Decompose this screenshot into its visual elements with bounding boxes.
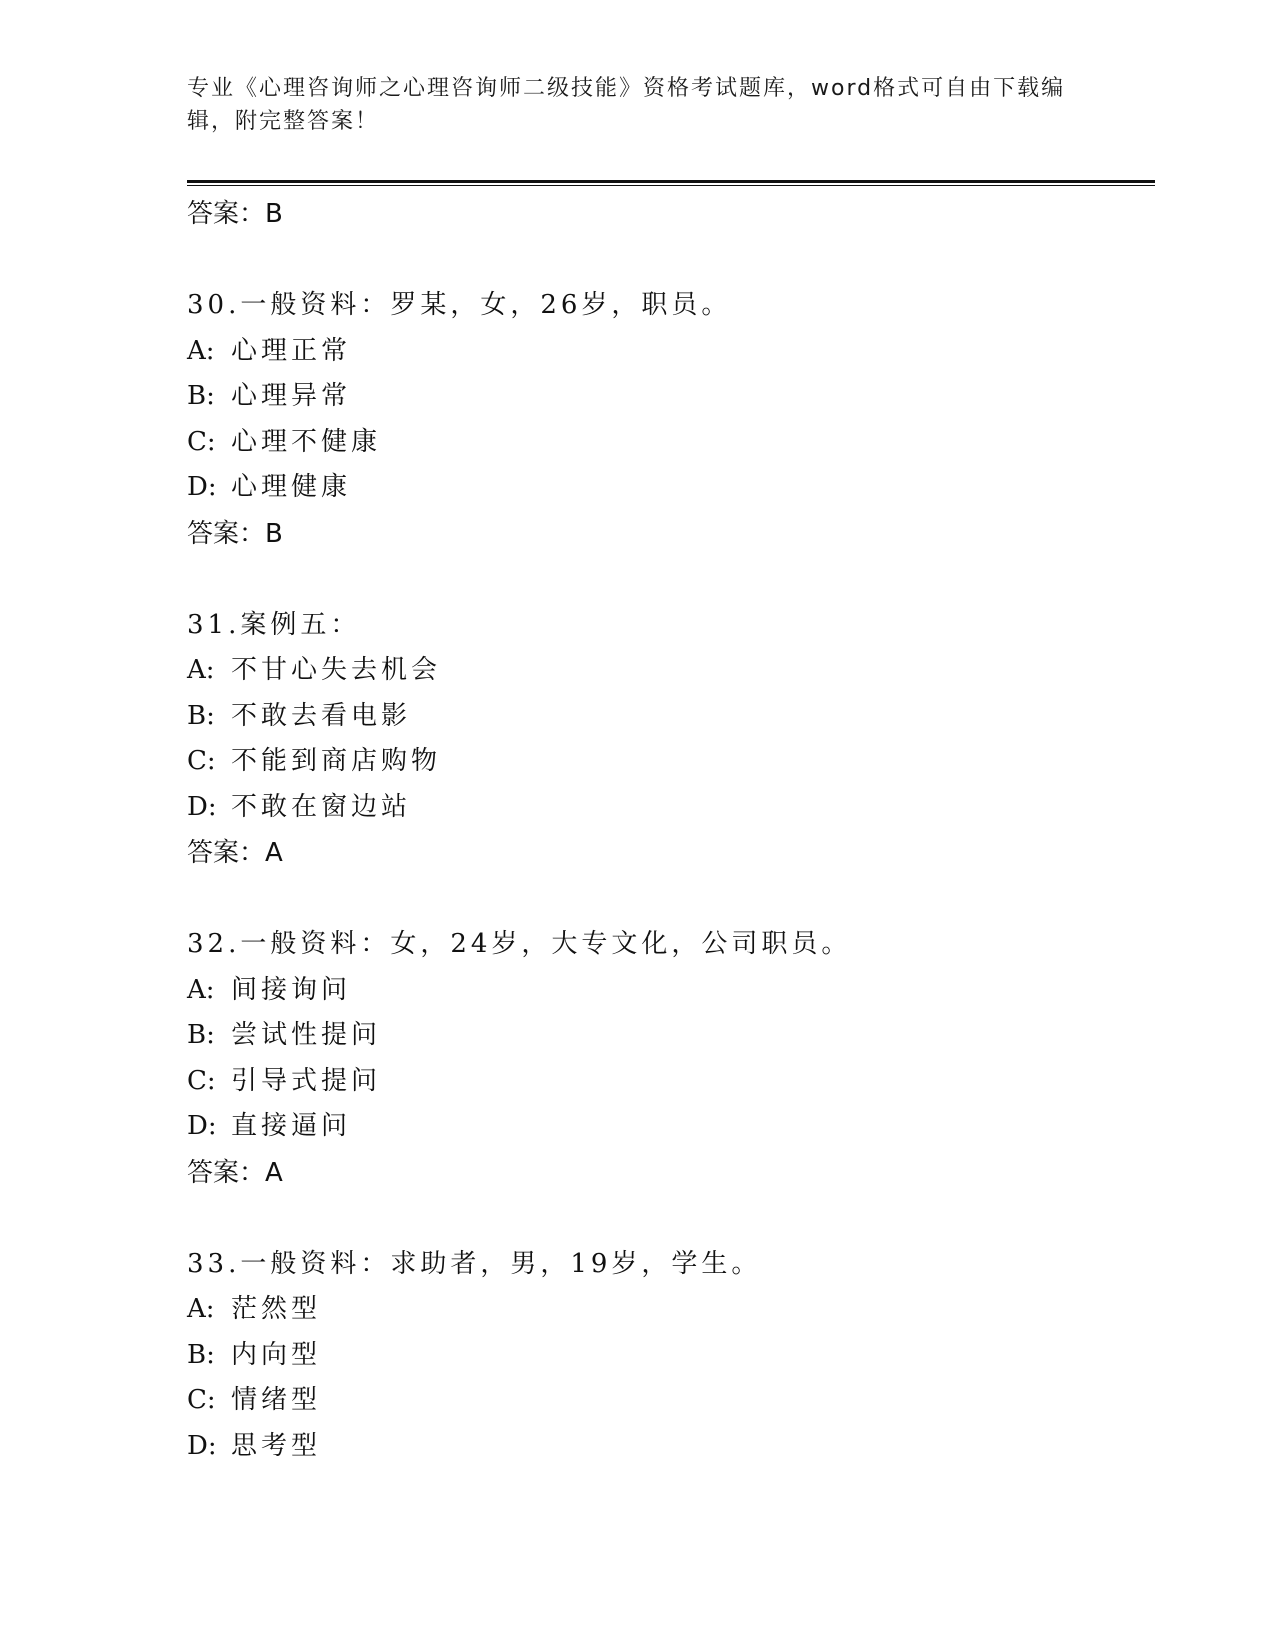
- question-stem: 32.一般资料：女，24岁，大专文化，公司职员。: [187, 929, 852, 959]
- option-letter: D:: [187, 472, 217, 502]
- option-c: [187, 420, 1147, 466]
- option-d: [187, 1104, 1147, 1150]
- option-letter: A:: [187, 655, 215, 685]
- option-letter: D:: [187, 1111, 217, 1141]
- option-a: [187, 648, 1147, 694]
- option-letter: C:: [187, 1385, 216, 1415]
- option-c: [187, 1059, 1147, 1105]
- option-text: 内向型: [231, 1339, 322, 1370]
- option-b: [187, 694, 1147, 740]
- option-d: [187, 465, 1147, 511]
- option-text: 不能到商店购物: [231, 746, 442, 776]
- question-30: [187, 283, 1147, 603]
- option-letter: A:: [187, 335, 215, 366]
- answer-line: 答案：A: [187, 1157, 283, 1188]
- spacer: [187, 557, 1147, 603]
- option-letter: A:: [187, 974, 215, 1005]
- option-letter: C:: [187, 746, 216, 776]
- document-header: 专业《心理咨询师之心理咨询师二级技能》资格考试题库，word格式可自由下载编辑，附完整答案！: [187, 76, 1066, 134]
- option-text: 心理不健康: [231, 426, 382, 457]
- option-a: [187, 1287, 1147, 1333]
- option-text: 引导式提问: [231, 1065, 382, 1096]
- option-text: 不敢在窗边站: [231, 791, 412, 822]
- option-a: [187, 329, 1147, 375]
- option-letter: A:: [187, 1294, 215, 1324]
- option-text: 不甘心失去机会: [231, 655, 442, 685]
- option-letter: D:: [187, 1430, 217, 1461]
- header-rule-thick: [187, 180, 1155, 183]
- spacer: [187, 1196, 1147, 1242]
- option-text: 尝试性提问: [231, 1020, 382, 1050]
- option-d: [187, 785, 1147, 831]
- option-a: [187, 968, 1147, 1014]
- answer-line: 答案：B: [187, 518, 283, 549]
- option-letter: C:: [187, 426, 216, 457]
- option-text: 心理正常: [231, 335, 352, 366]
- option-d: [187, 1424, 1147, 1470]
- option-letter: B:: [187, 1020, 215, 1050]
- option-text: 心理异常: [231, 381, 352, 411]
- option-b: [187, 1333, 1147, 1379]
- question-33: [187, 1242, 1147, 1470]
- question-stem: 30.一般资料：罗某，女，26岁，职员。: [187, 290, 732, 320]
- option-c: [187, 1378, 1147, 1424]
- spacer: [187, 876, 1147, 922]
- question-stem: 33.一般资料：求助者，男，19岁，学生。: [187, 1248, 762, 1279]
- option-text: 茫然型: [231, 1294, 322, 1324]
- question-32: [187, 922, 1147, 1242]
- header-rule-thin: [187, 185, 1155, 186]
- answer-line: 答案：A: [187, 838, 283, 868]
- question-list: [187, 191, 1147, 1469]
- option-c: [187, 739, 1147, 785]
- option-letter: C:: [187, 1065, 216, 1096]
- option-letter: D:: [187, 791, 217, 822]
- option-letter: B:: [187, 1339, 215, 1370]
- question-stem: 31.案例五：: [187, 609, 361, 640]
- option-letter: B:: [187, 700, 215, 731]
- option-b: [187, 374, 1147, 420]
- option-text: 间接询问: [231, 974, 352, 1005]
- option-text: 心理健康: [231, 472, 352, 502]
- option-text: 直接逼问: [231, 1111, 352, 1141]
- spacer: [187, 237, 1147, 283]
- previous-answer: 答案：B: [187, 199, 283, 229]
- option-b: [187, 1013, 1147, 1059]
- option-text: 思考型: [231, 1430, 322, 1461]
- option-text: 不敢去看电影: [231, 700, 412, 731]
- option-text: 情绪型: [231, 1385, 322, 1415]
- option-letter: B:: [187, 381, 215, 411]
- question-31: [187, 603, 1147, 923]
